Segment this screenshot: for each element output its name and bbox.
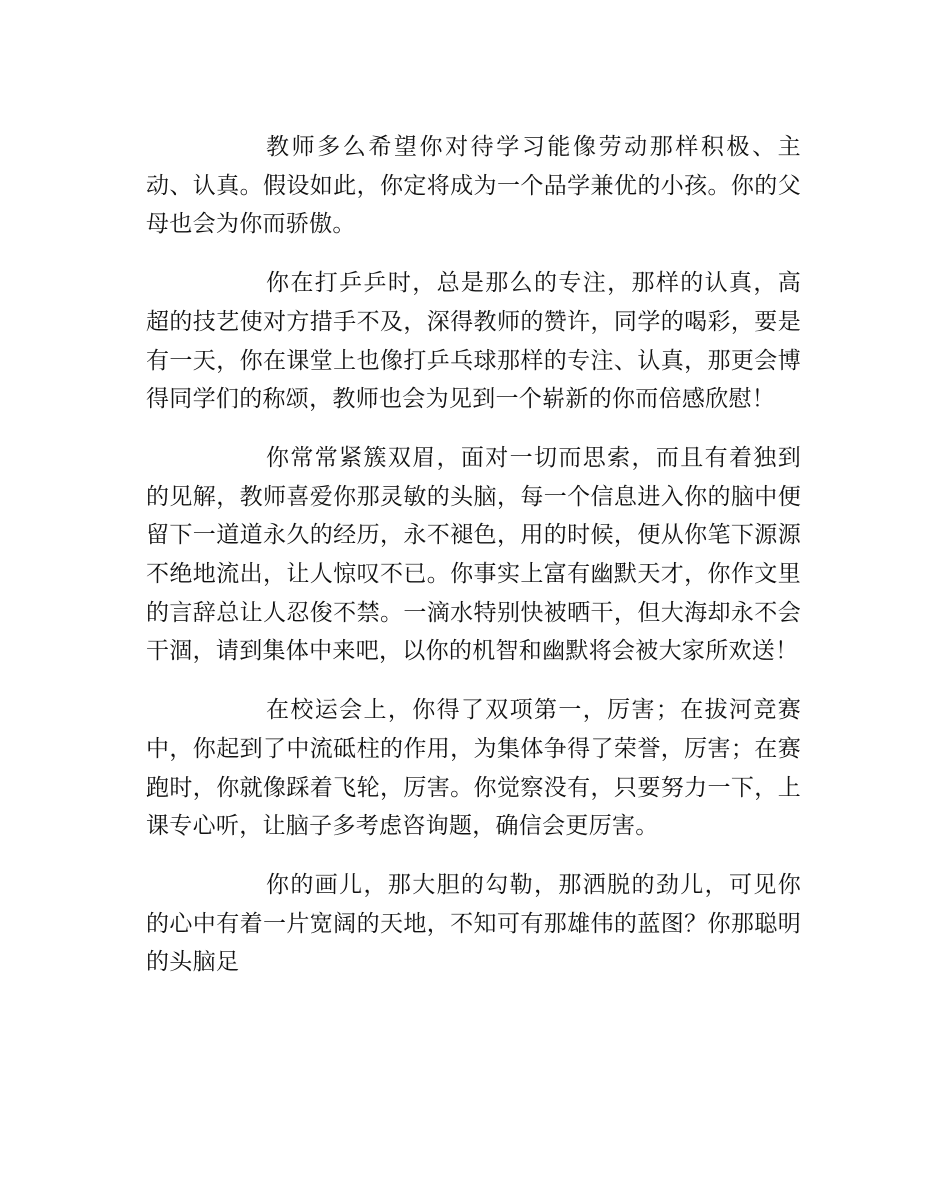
paragraph-4: 在校运会上，你得了双项第一，厉害；在拔河竞赛中，你起到了中流砥柱的作用，为集体争得了荣誉，厉害；在赛跑时，你就像踩着飞轮，厉害。你觉察没有，只要努力一下，上课专心听，让脑子多考虑咨询题，确信会更厉害。 [146,697,801,840]
paragraph-5: 你的画儿，那大胆的勾勒，那洒脱的劲儿，可见你的心中有着一片宽阔的天地，不知可有那雄伟的蓝图？你那聪明的头脑足 [146,871,801,976]
document-body [146,128,801,982]
paragraph-2: 你在打乒乒时，总是那么的专注，那样的认真，高超的技艺使对方措手不及，深得教师的赞许，同学的喝彩，要是有一天，你在课堂上也像打乒乓球那样的专注、认真，那更会博得同学们的称颂，教师也会为见到一个崭新的你而倍感欣慰！ [146,270,801,413]
paragraph-3: 你常常紧簇双眉，面对一切而思索，而且有着独到的见解，教师喜爱你那灵敏的头脑，每一个信息进入你的脑中便留下一道道永久的经历，永不褪色，用的时候，便从你笔下源源不绝地流出，让人惊叹不已。你事实上富有幽默天才，你作文里的言辞总让人忍俊不禁。一滴水特别快被晒干，但大海却永不会干涸，请到集体中来吧，以你的机智和幽默将会被大家所欢送！ [146,444,801,665]
paragraph-1: 教师多么希望你对待学习能像劳动那样积极、主动、认真。假设如此，你定将成为一个品学兼优的小孩。你的父母也会为你而骄傲。 [146,134,801,238]
